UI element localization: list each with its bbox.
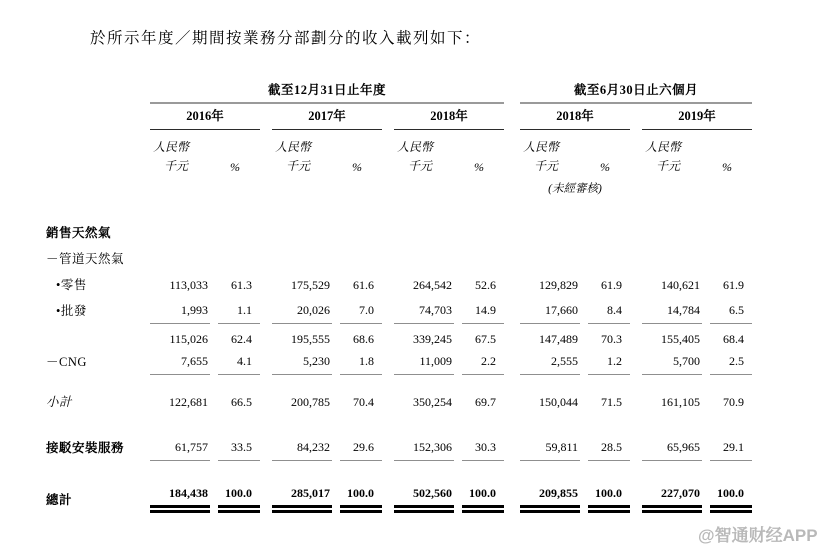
percent-cell: 14.9 <box>454 298 504 324</box>
corner-cell <box>46 130 150 176</box>
amount-cell: 184,438 <box>150 483 210 513</box>
percent-header: % <box>600 160 610 174</box>
table-row-piped-natural-gas <box>46 246 752 272</box>
amount-cell: 61,757 <box>150 431 210 461</box>
group-header-annual: 截至12月31日止年度 <box>150 78 504 104</box>
column-spacer <box>504 78 520 104</box>
percent-cell: 69.7 <box>475 395 496 409</box>
row-label: •批發 <box>56 304 87 318</box>
amount-cell: 175,529 <box>291 278 330 292</box>
amount-cell: 209,855 <box>520 483 580 513</box>
amount-cell: 350,254 <box>413 395 452 409</box>
currency-unit-header: 人民幣 千元 <box>275 140 312 173</box>
row-label: 總計 <box>46 493 73 507</box>
percent-header: % <box>230 160 240 174</box>
percent-cell: 61.6 <box>353 278 374 292</box>
year-header-2018: 2018年 <box>394 104 504 130</box>
amount-cell: 7,655 <box>150 352 210 375</box>
year-header-2017: 2017年 <box>272 104 382 130</box>
percent-cell: 70.9 <box>723 395 744 409</box>
percent-cell: 1.8 <box>332 352 382 375</box>
percent-cell: 61.9 <box>723 278 744 292</box>
percent-cell: 28.5 <box>580 431 630 461</box>
percent-header: % <box>352 160 362 174</box>
unaudited-note: (未經審核) <box>548 183 602 195</box>
currency-unit-header: 人民幣 千元 <box>153 140 190 173</box>
amount-cell: 5,700 <box>642 352 702 375</box>
amount-cell: 285,017 <box>272 483 332 513</box>
percent-cell: 62.4 <box>231 332 252 346</box>
amount-cell: 140,621 <box>661 278 700 292</box>
column-spacer <box>260 130 272 176</box>
percent-cell: 100.0 <box>580 483 630 513</box>
percent-cell: 29.1 <box>702 431 752 461</box>
year-header-2016: 2016年 <box>150 104 260 130</box>
column-spacer <box>382 130 394 176</box>
percent-cell: 100.0 <box>454 483 504 513</box>
currency-unit-header: 人民幣 千元 <box>523 140 560 173</box>
column-spacer <box>382 104 394 130</box>
amount-cell: 122,681 <box>169 395 208 409</box>
percent-cell: 52.6 <box>475 278 496 292</box>
percent-cell: 1.2 <box>580 352 630 375</box>
row-label: 銷售天然氣 <box>46 226 112 240</box>
amount-cell: 5,230 <box>272 352 332 375</box>
percent-cell: 68.6 <box>353 332 374 346</box>
amount-cell: 84,232 <box>272 431 332 461</box>
amount-cell: 150,044 <box>539 395 578 409</box>
corner-cell <box>46 104 150 130</box>
percent-cell: 61.9 <box>601 278 622 292</box>
corner-cell <box>46 78 150 104</box>
percent-cell: 100.0 <box>332 483 382 513</box>
row-spacer <box>46 196 752 220</box>
group-header-six-months: 截至6月30日止六個月 <box>520 78 752 104</box>
amount-cell: 155,405 <box>661 332 700 346</box>
column-spacer <box>630 104 642 130</box>
amount-cell: 65,965 <box>642 431 702 461</box>
amount-cell: 17,660 <box>520 298 580 324</box>
amount-cell: 1,993 <box>150 298 210 324</box>
row-label: －管道天然氣 <box>46 252 125 266</box>
percent-cell: 6.5 <box>702 298 752 324</box>
amount-cell: 14,784 <box>642 298 702 324</box>
amount-cell: 113,033 <box>169 278 208 292</box>
watermark: @智通财经APP <box>698 526 818 545</box>
percent-cell: 67.5 <box>475 332 496 346</box>
amount-cell: 74,703 <box>394 298 454 324</box>
amount-cell: 147,489 <box>539 332 578 346</box>
column-spacer <box>504 176 520 196</box>
column-spacer <box>504 130 520 176</box>
percent-cell: 1.1 <box>210 298 260 324</box>
amount-cell: 129,829 <box>539 278 578 292</box>
percent-cell: 2.2 <box>454 352 504 375</box>
table-row-piped-subtotal <box>46 324 752 352</box>
row-label: 小計 <box>46 395 73 409</box>
amount-cell: 200,785 <box>291 395 330 409</box>
table-row-total <box>46 483 752 513</box>
amount-cell: 264,542 <box>413 278 452 292</box>
column-spacer <box>504 104 520 130</box>
table-row-subtotal <box>46 389 752 415</box>
column-spacer <box>630 130 642 176</box>
row-spacer <box>46 461 752 483</box>
currency-unit-header: 人民幣 千元 <box>645 140 682 173</box>
percent-cell: 100.0 <box>702 483 752 513</box>
row-spacer <box>46 375 752 389</box>
percent-cell: 71.5 <box>601 395 622 409</box>
percent-cell: 7.0 <box>332 298 382 324</box>
amount-cell: 20,026 <box>272 298 332 324</box>
corner-cell <box>46 176 150 196</box>
year-header-2018-interim: 2018年 <box>520 104 630 130</box>
amount-cell: 161,105 <box>661 395 700 409</box>
unit-header-row <box>46 130 752 176</box>
percent-cell: 70.4 <box>353 395 374 409</box>
group-header-row <box>46 78 752 104</box>
amount-cell: 339,245 <box>413 332 452 346</box>
page-title: 於所示年度／期間按業務分部劃分的收入載列如下： <box>90 30 482 47</box>
year-header-row <box>46 104 752 130</box>
percent-cell: 61.3 <box>231 278 252 292</box>
row-label <box>46 324 150 352</box>
column-spacer <box>630 176 642 196</box>
table-row-retail <box>46 272 752 298</box>
table-row-cng <box>46 352 752 375</box>
amount-cell: 115,026 <box>169 332 208 346</box>
percent-cell: 2.5 <box>702 352 752 375</box>
amount-cell: 59,811 <box>520 431 580 461</box>
amount-cell: 2,555 <box>520 352 580 375</box>
percent-cell: 100.0 <box>210 483 260 513</box>
column-spacer <box>260 104 272 130</box>
percent-cell: 33.5 <box>210 431 260 461</box>
percent-header: % <box>474 160 484 174</box>
row-label: •零售 <box>56 278 87 292</box>
percent-cell: 29.6 <box>332 431 382 461</box>
table-row-sales-of-natural-gas <box>46 220 752 246</box>
row-label: －CNG <box>46 355 87 369</box>
row-label: 接駁安裝服務 <box>46 441 125 455</box>
percent-cell: 30.3 <box>454 431 504 461</box>
amount-cell: 227,070 <box>642 483 702 513</box>
percent-cell: 4.1 <box>210 352 260 375</box>
percent-cell: 66.5 <box>231 395 252 409</box>
amount-cell: 152,306 <box>394 431 454 461</box>
revenue-by-segment-table <box>46 78 752 513</box>
amount-cell: 195,555 <box>291 332 330 346</box>
percent-cell: 8.4 <box>580 298 630 324</box>
row-spacer <box>46 415 752 431</box>
table-row-wholesale <box>46 298 752 324</box>
amount-cell: 11,009 <box>394 352 454 375</box>
unaudited-note-row <box>46 176 752 196</box>
empty-cell <box>642 176 752 196</box>
percent-cell: 68.4 <box>723 332 744 346</box>
percent-header: % <box>722 160 732 174</box>
year-header-2019-interim: 2019年 <box>642 104 752 130</box>
empty-cell <box>150 176 504 196</box>
table-row-connection-installation-services <box>46 431 752 461</box>
percent-cell: 70.3 <box>601 332 622 346</box>
currency-unit-header: 人民幣 千元 <box>397 140 434 173</box>
amount-cell: 502,560 <box>394 483 454 513</box>
